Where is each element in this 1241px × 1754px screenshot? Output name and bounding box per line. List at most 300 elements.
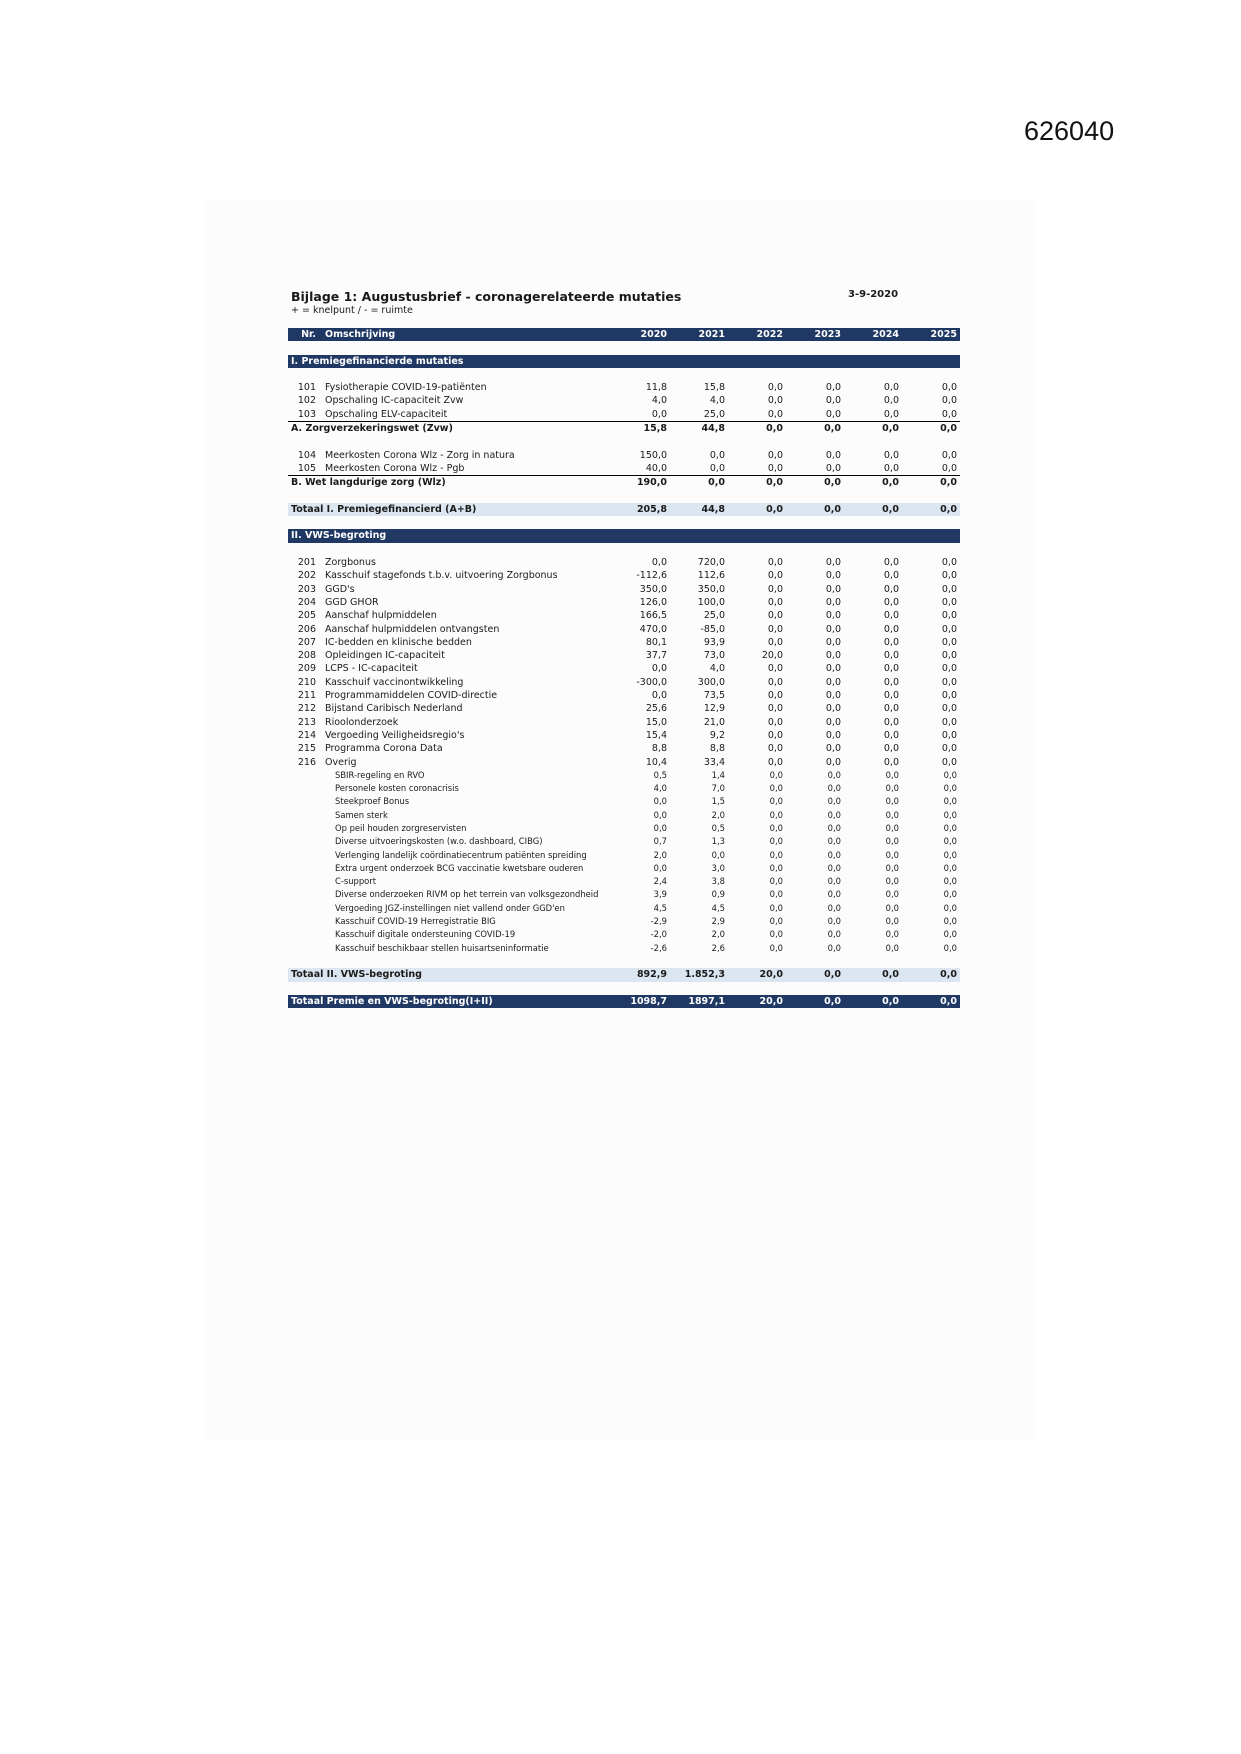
table-row xyxy=(288,662,960,675)
year-value: 892,9 xyxy=(614,968,670,981)
year-value: 0,0 xyxy=(941,610,957,622)
year-value: 0,0 xyxy=(769,822,783,833)
row-description: Kasschuif COVID-19 Herregistratie BIG xyxy=(335,916,496,927)
year-value: 4,5 xyxy=(653,902,667,913)
year-value: 0,0 xyxy=(902,995,960,1008)
year-value: 0,0 xyxy=(825,636,841,648)
year-value: 0,0 xyxy=(767,557,783,569)
section-header xyxy=(288,355,960,368)
column-header: Nr. xyxy=(288,328,322,341)
row-number xyxy=(288,795,322,808)
year-value: 0,0 xyxy=(670,462,728,476)
year-value: 0,0 xyxy=(827,916,841,927)
year-value: 0,0 xyxy=(885,796,899,807)
row-number xyxy=(288,835,322,848)
year-value: 0,0 xyxy=(941,716,957,728)
row-description: Totaal II. VWS-begroting xyxy=(288,968,614,981)
year-value: 126,0 xyxy=(639,596,667,608)
mutations-table xyxy=(288,328,960,1008)
year-value: 0,0 xyxy=(786,408,844,422)
year-value: 44,8 xyxy=(670,422,728,436)
row-number xyxy=(288,769,322,782)
year-value: 0,0 xyxy=(825,583,841,595)
row-description: Diverse onderzoeken RIVM op het terrein van volksgezondheid xyxy=(335,889,599,900)
year-value: 0,0 xyxy=(767,382,783,394)
year-value: 2,0 xyxy=(711,809,725,820)
year-value: 0,0 xyxy=(825,449,841,461)
year-value: 100,0 xyxy=(697,596,725,608)
year-value: 0,0 xyxy=(883,703,899,715)
row-number xyxy=(288,782,322,795)
year-value: 0,0 xyxy=(885,876,899,887)
column-header: 2024 xyxy=(844,328,902,341)
year-value: 350,0 xyxy=(697,583,725,595)
year-value: 0,0 xyxy=(651,663,667,675)
year-value: 0,0 xyxy=(767,756,783,768)
column-header: 2021 xyxy=(670,328,728,341)
year-value: 0,0 xyxy=(883,449,899,461)
year-value: 0,0 xyxy=(825,703,841,715)
year-value: 0,0 xyxy=(883,610,899,622)
year-value: 21,0 xyxy=(703,716,725,728)
year-value: 4,0 xyxy=(651,395,667,407)
year-value: 0,0 xyxy=(885,783,899,794)
year-value: 0,0 xyxy=(827,929,841,940)
table-row xyxy=(288,742,960,755)
year-value: 0,0 xyxy=(728,408,786,422)
year-value: 0,0 xyxy=(883,557,899,569)
year-value: -2,6 xyxy=(650,942,667,953)
row-description: IC-bedden en klinische bedden xyxy=(325,636,472,648)
year-value: 9,2 xyxy=(709,729,725,741)
year-value: 0,0 xyxy=(825,729,841,741)
row-description: Personele kosten coronacrisis xyxy=(335,783,459,794)
row-description: Extra urgent onderzoek BCG vaccinatie kwetsbare ouderen xyxy=(335,862,584,873)
year-value: 0,0 xyxy=(943,929,957,940)
row-number: 215 xyxy=(297,743,316,755)
year-value: 4,0 xyxy=(653,783,667,794)
year-value: 0,0 xyxy=(767,610,783,622)
year-value: 0,0 xyxy=(670,476,728,490)
year-value: 0,0 xyxy=(902,476,960,490)
year-value: 0,0 xyxy=(769,876,783,887)
spacer-row xyxy=(288,982,960,995)
table-row xyxy=(288,756,960,769)
sub-item-row xyxy=(288,902,960,915)
year-value: 4,0 xyxy=(709,395,725,407)
year-value: 0,0 xyxy=(769,916,783,927)
year-value: 73,5 xyxy=(703,690,725,702)
row-description: Kasschuif digitale ondersteuning COVID-19 xyxy=(335,929,516,940)
row-number xyxy=(288,822,322,835)
row-description: Totaal I. Premiegefinancierd (A+B) xyxy=(288,503,614,516)
year-value: -2,9 xyxy=(650,916,667,927)
year-value: 0,0 xyxy=(825,610,841,622)
year-value: 15,8 xyxy=(614,422,670,436)
year-value: 0,0 xyxy=(767,636,783,648)
table-row xyxy=(288,702,960,715)
year-value: 1,5 xyxy=(711,796,725,807)
row-description: C-support xyxy=(335,876,377,887)
row-description: Fysiotherapie COVID-19-patiënten xyxy=(325,382,487,394)
year-value: 0,0 xyxy=(941,382,957,394)
year-value: 0,0 xyxy=(941,449,957,461)
table-row xyxy=(288,609,960,622)
year-value: 0,0 xyxy=(943,796,957,807)
year-value: 2,0 xyxy=(711,929,725,940)
year-value: 4,0 xyxy=(709,663,725,675)
year-value: 0,0 xyxy=(941,596,957,608)
row-number: 214 xyxy=(297,729,316,741)
sub-item-row xyxy=(288,928,960,941)
year-value: 0,0 xyxy=(883,756,899,768)
year-value: 0,0 xyxy=(883,382,899,394)
year-value: 33,4 xyxy=(703,756,725,768)
total-row xyxy=(288,503,960,516)
row-description: Vergoeding Veiligheidsregio's xyxy=(325,729,465,741)
row-description: SBIR-regeling en RVO xyxy=(335,769,425,780)
year-value: 0,0 xyxy=(709,449,725,461)
title-row xyxy=(288,287,960,304)
year-value: 0,0 xyxy=(827,849,841,860)
row-description: Aanschaf hulpmiddelen ontvangsten xyxy=(325,623,500,635)
grand-total-row xyxy=(288,995,960,1008)
row-description: Aanschaf hulpmiddelen xyxy=(325,610,437,622)
document-number: 626040 xyxy=(1024,116,1115,146)
table-row xyxy=(288,408,960,422)
subtotal-row xyxy=(288,422,960,436)
year-value: 0,0 xyxy=(825,743,841,755)
year-value: 0,0 xyxy=(902,503,960,516)
row-number: 102 xyxy=(297,395,316,407)
year-value: 15,0 xyxy=(645,716,667,728)
year-value: 0,0 xyxy=(943,809,957,820)
row-description: Opschaling ELV-capaciteit xyxy=(322,408,614,422)
year-value: 0,0 xyxy=(767,583,783,595)
spacer-cell xyxy=(288,982,960,995)
spacer-row xyxy=(288,368,960,381)
year-value: 300,0 xyxy=(697,676,725,688)
table-row xyxy=(288,636,960,649)
year-value: 0,0 xyxy=(844,476,902,490)
row-number: 211 xyxy=(297,690,316,702)
year-value: 0,0 xyxy=(883,743,899,755)
spacer-row xyxy=(288,543,960,556)
year-value: 20,0 xyxy=(728,968,786,981)
row-number: 201 xyxy=(297,557,316,569)
row-description: Bijstand Caribisch Nederland xyxy=(325,703,463,715)
year-value: 0,0 xyxy=(941,636,957,648)
year-value: 0,0 xyxy=(883,395,899,407)
table-row xyxy=(288,676,960,689)
year-value: 0,0 xyxy=(728,476,786,490)
row-description: Opschaling IC-capaciteit Zvw xyxy=(325,395,464,407)
year-value: 0,0 xyxy=(943,902,957,913)
row-description: Kasschuif beschikbaar stellen huisartseninformatie xyxy=(335,942,549,953)
total-row xyxy=(288,968,960,981)
year-value: 166,5 xyxy=(639,610,667,622)
sub-item-row xyxy=(288,849,960,862)
year-value: 0,0 xyxy=(883,729,899,741)
year-value: 0,0 xyxy=(844,408,902,422)
year-value: 0,0 xyxy=(827,889,841,900)
row-description: Kasschuif stagefonds t.b.v. uitvoering Zorgbonus xyxy=(325,570,558,582)
year-value: 0,0 xyxy=(769,809,783,820)
year-value: 0,0 xyxy=(941,583,957,595)
year-value: 0,0 xyxy=(885,836,899,847)
year-value: 25,0 xyxy=(703,610,725,622)
year-value: 0,0 xyxy=(941,729,957,741)
year-value: 0,0 xyxy=(825,663,841,675)
sub-item-row xyxy=(288,782,960,795)
year-value: 1,3 xyxy=(711,836,725,847)
year-value: 0,0 xyxy=(769,862,783,873)
year-value: 0,0 xyxy=(885,916,899,927)
date-label: 3-9-2020 xyxy=(848,289,899,300)
spacer-cell xyxy=(288,516,960,529)
row-description: Kasschuif vaccinontwikkeling xyxy=(325,676,464,688)
year-value: 10,4 xyxy=(645,756,667,768)
section-header xyxy=(288,529,960,542)
year-value: 2,9 xyxy=(711,916,725,927)
year-value: 0,0 xyxy=(885,929,899,940)
year-value: 0,5 xyxy=(711,822,725,833)
row-number xyxy=(288,809,322,822)
year-value: 0,0 xyxy=(941,676,957,688)
year-value: 0,0 xyxy=(943,876,957,887)
year-value: 1098,7 xyxy=(614,995,670,1008)
sub-item-row xyxy=(288,915,960,928)
year-value: 0,0 xyxy=(827,876,841,887)
year-value: 0,0 xyxy=(844,995,902,1008)
year-value: 0,0 xyxy=(941,663,957,675)
section-label: I. Premiegefinancierde mutaties xyxy=(288,355,960,368)
year-value: 0,0 xyxy=(825,756,841,768)
year-value: 15,4 xyxy=(645,729,667,741)
year-value: 0,0 xyxy=(767,703,783,715)
year-value: 8,8 xyxy=(709,743,725,755)
table-row xyxy=(288,449,960,462)
year-value: 20,0 xyxy=(761,650,783,662)
year-value: 350,0 xyxy=(639,583,667,595)
row-description: Rioolonderzoek xyxy=(325,716,399,728)
year-value: 0,0 xyxy=(885,942,899,953)
column-header: Omschrijving xyxy=(322,328,614,341)
year-value: 8,8 xyxy=(651,743,667,755)
row-description: Programmamiddelen COVID-directie xyxy=(325,690,498,702)
row-number xyxy=(288,849,322,862)
table-row xyxy=(288,583,960,596)
legend-note: + = knelpunt / - = ruimte xyxy=(291,305,413,316)
year-value: 0,0 xyxy=(883,570,899,582)
year-value: 0,0 xyxy=(943,942,957,953)
row-number: 209 xyxy=(297,663,316,675)
year-value: 0,0 xyxy=(786,968,844,981)
row-number xyxy=(288,902,322,915)
year-value: 0,0 xyxy=(767,716,783,728)
year-value: 7,0 xyxy=(711,783,725,794)
year-value: 0,0 xyxy=(827,769,841,780)
year-value: 0,0 xyxy=(885,769,899,780)
year-value: 0,0 xyxy=(902,422,960,436)
table-row xyxy=(288,596,960,609)
year-value: 0,0 xyxy=(767,729,783,741)
year-value: 0,0 xyxy=(653,809,667,820)
year-value: 0,0 xyxy=(883,636,899,648)
spacer-cell xyxy=(288,368,960,381)
row-number: 216 xyxy=(297,756,316,768)
row-description: Verlenging landelijk coördinatiecentrum patiënten spreiding xyxy=(335,849,587,860)
year-value: 0,0 xyxy=(941,743,957,755)
spacer-cell xyxy=(288,490,960,503)
year-value: 3,0 xyxy=(711,862,725,873)
year-value: 0,0 xyxy=(825,716,841,728)
year-value: 0,0 xyxy=(885,889,899,900)
row-number: 103 xyxy=(288,408,322,422)
year-value: 0,0 xyxy=(827,809,841,820)
table-row xyxy=(288,381,960,394)
row-description: A. Zorgverzekeringswet (Zvw) xyxy=(288,422,614,436)
row-number: 202 xyxy=(297,570,316,582)
year-value: 0,0 xyxy=(769,836,783,847)
sub-item-row xyxy=(288,875,960,888)
year-value: 0,0 xyxy=(943,889,957,900)
year-value: 0,0 xyxy=(941,395,957,407)
table-row xyxy=(288,462,960,476)
year-value: 25,6 xyxy=(645,703,667,715)
year-value: 37,7 xyxy=(645,650,667,662)
year-value: -300,0 xyxy=(636,676,667,688)
year-value: 112,6 xyxy=(697,570,725,582)
spacer-row xyxy=(288,955,960,968)
year-value: 0,0 xyxy=(767,676,783,688)
year-value: 0,0 xyxy=(825,596,841,608)
year-value: 4,5 xyxy=(711,902,725,913)
year-value: 0,0 xyxy=(902,968,960,981)
year-value: 25,0 xyxy=(670,408,728,422)
year-value: 0,0 xyxy=(941,623,957,635)
sub-item-row xyxy=(288,888,960,901)
year-value: 0,0 xyxy=(653,862,667,873)
year-value: 0,0 xyxy=(941,756,957,768)
year-value: 0,0 xyxy=(883,663,899,675)
row-number: 204 xyxy=(297,596,316,608)
table-row xyxy=(288,556,960,569)
row-description: Op peil houden zorgreservisten xyxy=(335,822,467,833)
year-value: 0,0 xyxy=(943,783,957,794)
year-value: 0,0 xyxy=(728,422,786,436)
year-value: 1897,1 xyxy=(670,995,728,1008)
row-number xyxy=(288,942,322,955)
table-row xyxy=(288,716,960,729)
year-value: 0,0 xyxy=(767,663,783,675)
subtotal-row xyxy=(288,476,960,490)
year-value: 0,0 xyxy=(786,503,844,516)
year-value: 0,0 xyxy=(769,796,783,807)
row-description: LCPS - IC-capaciteit xyxy=(325,663,418,675)
year-value: 80,1 xyxy=(645,636,667,648)
spacer-cell xyxy=(288,435,960,448)
year-value: 20,0 xyxy=(728,995,786,1008)
row-number: 213 xyxy=(297,716,316,728)
sub-item-row xyxy=(288,769,960,782)
row-description: Zorgbonus xyxy=(325,557,376,569)
row-description: Meerkosten Corona Wlz - Zorg in natura xyxy=(325,449,515,461)
row-description: Diverse uitvoeringskosten (w.o. dashboard, CIBG) xyxy=(335,836,543,847)
row-description: Vergoeding JGZ-instellingen niet vallend onder GGD'en xyxy=(335,902,565,913)
year-value: 720,0 xyxy=(697,557,725,569)
appendix-sheet xyxy=(288,287,960,1008)
year-value: 0,9 xyxy=(711,889,725,900)
year-value: 3,9 xyxy=(653,889,667,900)
year-value: 0,0 xyxy=(825,676,841,688)
row-description: Opleidingen IC-capaciteit xyxy=(325,650,445,662)
year-value: 0,0 xyxy=(827,902,841,913)
row-number xyxy=(288,928,322,941)
year-value: -2,0 xyxy=(650,929,667,940)
year-value: 0,0 xyxy=(786,422,844,436)
year-value: 0,0 xyxy=(728,462,786,476)
year-value: 0,0 xyxy=(885,809,899,820)
year-value: 93,9 xyxy=(703,636,725,648)
year-value: 0,0 xyxy=(786,462,844,476)
year-value: 0,0 xyxy=(825,690,841,702)
sub-item-row xyxy=(288,822,960,835)
row-number: 101 xyxy=(297,382,316,394)
year-value: 0,0 xyxy=(943,849,957,860)
row-number: 212 xyxy=(297,703,316,715)
year-value: 0,0 xyxy=(769,902,783,913)
spacer-row xyxy=(288,516,960,529)
year-value: 73,0 xyxy=(703,650,725,662)
row-number: 205 xyxy=(297,610,316,622)
year-value: 190,0 xyxy=(614,476,670,490)
column-header: 2025 xyxy=(902,328,960,341)
spacer-row xyxy=(288,341,960,354)
year-value: 0,0 xyxy=(941,703,957,715)
year-value: 205,8 xyxy=(614,503,670,516)
year-value: 0,0 xyxy=(883,650,899,662)
row-number: 207 xyxy=(297,636,316,648)
year-value: 0,0 xyxy=(769,929,783,940)
table-row xyxy=(288,569,960,582)
year-value: 0,0 xyxy=(767,623,783,635)
year-value: 0,7 xyxy=(653,836,667,847)
year-value: 0,0 xyxy=(885,902,899,913)
year-value: 0,0 xyxy=(786,476,844,490)
spacer-row xyxy=(288,435,960,448)
table-body xyxy=(288,341,960,1008)
year-value: 0,0 xyxy=(943,916,957,927)
year-value: 0,0 xyxy=(883,596,899,608)
year-value: 0,0 xyxy=(786,995,844,1008)
year-value: 0,0 xyxy=(651,690,667,702)
year-value: 0,0 xyxy=(844,968,902,981)
year-value: 0,0 xyxy=(827,942,841,953)
sub-item-row xyxy=(288,835,960,848)
row-number xyxy=(288,915,322,928)
table-row xyxy=(288,689,960,702)
year-value: 0,0 xyxy=(883,690,899,702)
year-value: 0,0 xyxy=(825,382,841,394)
year-value: 0,0 xyxy=(943,862,957,873)
row-number xyxy=(288,888,322,901)
row-number: 104 xyxy=(297,449,316,461)
year-value: 40,0 xyxy=(614,462,670,476)
year-value: 0,0 xyxy=(885,822,899,833)
year-value: 0,0 xyxy=(827,796,841,807)
year-value: 0,0 xyxy=(844,422,902,436)
